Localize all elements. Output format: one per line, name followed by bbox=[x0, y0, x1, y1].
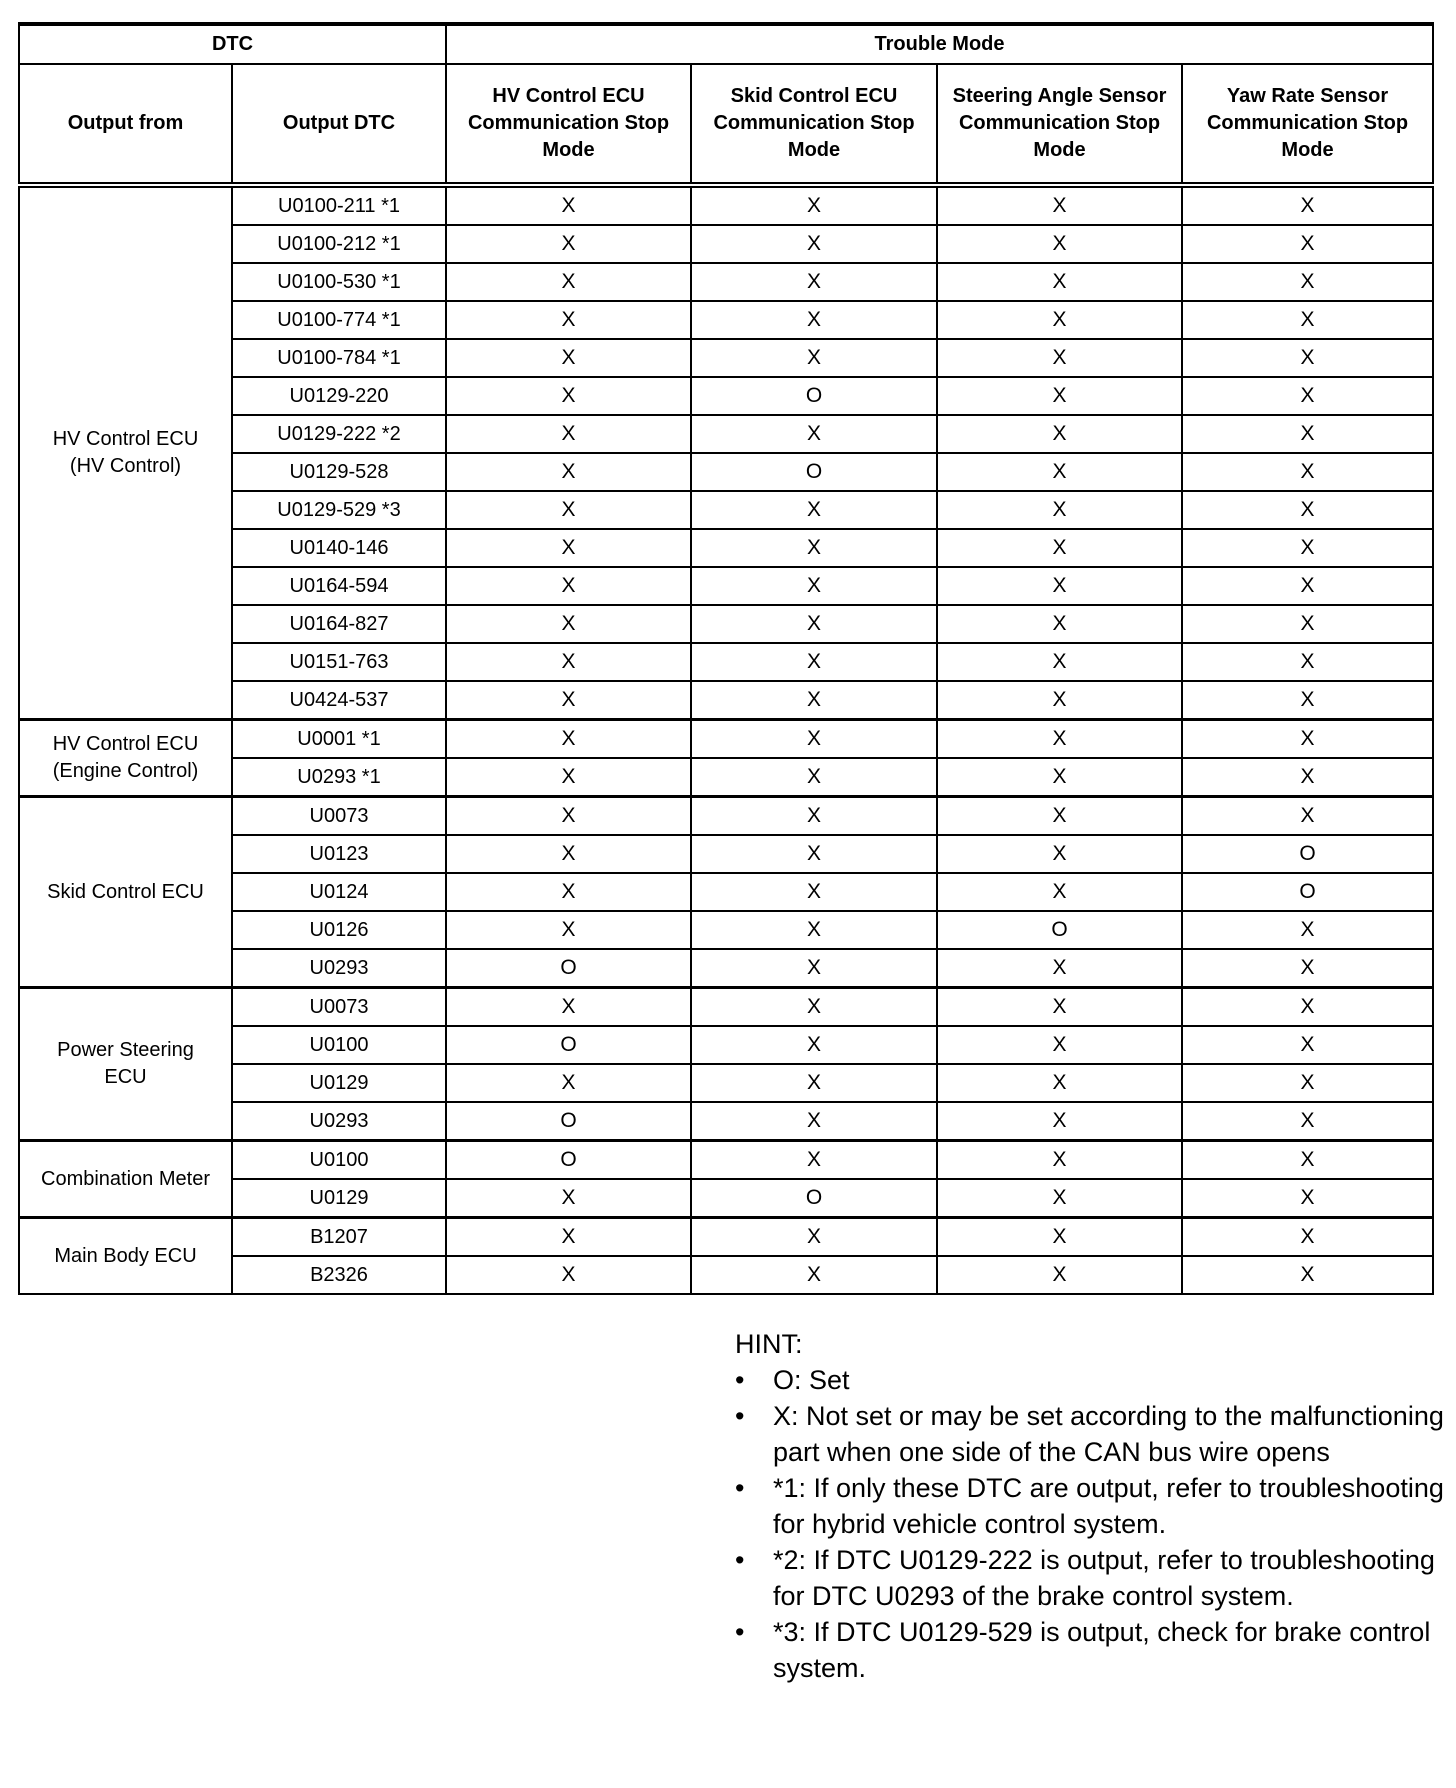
not-set-mark-cell: X bbox=[1182, 911, 1433, 949]
table-row bbox=[19, 643, 1433, 681]
not-set-mark-cell: X bbox=[691, 797, 937, 836]
table-row bbox=[19, 949, 1433, 988]
not-set-mark-cell: X bbox=[937, 453, 1182, 491]
table-row bbox=[19, 988, 1433, 1027]
not-set-mark-cell: X bbox=[691, 567, 937, 605]
set-mark-cell: O bbox=[691, 377, 937, 415]
table-row bbox=[19, 415, 1433, 453]
dtc-header: DTC bbox=[19, 24, 446, 64]
hint-item-text: X: Not set or may be set according to the malfunctioning part when one side of the CAN bus wire opens bbox=[773, 1401, 1444, 1467]
table-row bbox=[19, 339, 1433, 377]
table-row bbox=[19, 491, 1433, 529]
set-mark-cell: O bbox=[446, 1102, 691, 1141]
not-set-mark-cell: X bbox=[937, 1026, 1182, 1064]
output-dtc-cell: U0073 bbox=[232, 797, 446, 836]
hint-item bbox=[735, 1542, 1455, 1614]
not-set-mark-cell: X bbox=[937, 1064, 1182, 1102]
not-set-mark-cell: X bbox=[691, 873, 937, 911]
not-set-mark-cell: X bbox=[691, 949, 937, 988]
not-set-mark-cell: X bbox=[691, 1141, 937, 1180]
output-from-cell: Combination Meter bbox=[19, 1141, 232, 1218]
table-row bbox=[19, 1064, 1433, 1102]
not-set-mark-cell: X bbox=[937, 988, 1182, 1027]
output-dtc-cell: U0100 bbox=[232, 1141, 446, 1180]
not-set-mark-cell: X bbox=[1182, 1141, 1433, 1180]
not-set-mark-cell: X bbox=[937, 949, 1182, 988]
output-dtc-cell: U0123 bbox=[232, 835, 446, 873]
not-set-mark-cell: X bbox=[446, 797, 691, 836]
not-set-mark-cell: X bbox=[691, 835, 937, 873]
not-set-mark-cell: X bbox=[691, 988, 937, 1027]
set-mark-cell: O bbox=[446, 1141, 691, 1180]
not-set-mark-cell: X bbox=[446, 567, 691, 605]
not-set-mark-cell: X bbox=[1182, 1218, 1433, 1257]
table-row bbox=[19, 301, 1433, 339]
table-row bbox=[19, 797, 1433, 836]
not-set-mark-cell: X bbox=[937, 1218, 1182, 1257]
not-set-mark-cell: X bbox=[1182, 1256, 1433, 1294]
mode-header-steering-angle: Steering Angle Sensor Communication Stop Mode bbox=[937, 64, 1182, 185]
output-dtc-header: Output DTC bbox=[232, 64, 446, 185]
output-dtc-cell: U0001 *1 bbox=[232, 720, 446, 759]
not-set-mark-cell: X bbox=[1182, 949, 1433, 988]
not-set-mark-cell: X bbox=[937, 758, 1182, 797]
table-row bbox=[19, 720, 1433, 759]
table-body bbox=[19, 185, 1433, 1294]
not-set-mark-cell: X bbox=[937, 301, 1182, 339]
not-set-mark-cell: X bbox=[446, 415, 691, 453]
not-set-mark-cell: X bbox=[1182, 681, 1433, 720]
output-dtc-cell: U0293 *1 bbox=[232, 758, 446, 797]
bullet-icon: • bbox=[735, 1617, 745, 1647]
not-set-mark-cell: X bbox=[1182, 415, 1433, 453]
table-row bbox=[19, 911, 1433, 949]
table-row bbox=[19, 453, 1433, 491]
not-set-mark-cell: X bbox=[446, 185, 691, 225]
not-set-mark-cell: X bbox=[691, 911, 937, 949]
not-set-mark-cell: X bbox=[937, 377, 1182, 415]
not-set-mark-cell: X bbox=[1182, 605, 1433, 643]
not-set-mark-cell: X bbox=[691, 758, 937, 797]
not-set-mark-cell: X bbox=[1182, 988, 1433, 1027]
not-set-mark-cell: X bbox=[937, 529, 1182, 567]
not-set-mark-cell: X bbox=[937, 1102, 1182, 1141]
not-set-mark-cell: X bbox=[446, 1179, 691, 1218]
hint-section bbox=[735, 1326, 1455, 1686]
hint-list bbox=[735, 1362, 1455, 1686]
not-set-mark-cell: X bbox=[937, 605, 1182, 643]
not-set-mark-cell: X bbox=[691, 681, 937, 720]
not-set-mark-cell: X bbox=[937, 643, 1182, 681]
not-set-mark-cell: X bbox=[937, 720, 1182, 759]
set-mark-cell: O bbox=[446, 1026, 691, 1064]
output-dtc-cell: U0073 bbox=[232, 988, 446, 1027]
not-set-mark-cell: X bbox=[446, 911, 691, 949]
table-row bbox=[19, 567, 1433, 605]
dtc-trouble-mode-table bbox=[18, 22, 1434, 1295]
not-set-mark-cell: X bbox=[446, 263, 691, 301]
output-dtc-cell: U0151-763 bbox=[232, 643, 446, 681]
output-from-cell: Power Steering ECU bbox=[19, 988, 232, 1141]
hint-item bbox=[735, 1470, 1455, 1542]
table-row bbox=[19, 185, 1433, 225]
set-mark-cell: O bbox=[446, 949, 691, 988]
table-row bbox=[19, 1218, 1433, 1257]
not-set-mark-cell: X bbox=[1182, 339, 1433, 377]
hint-title: HINT: bbox=[735, 1329, 803, 1359]
trouble-mode-header: Trouble Mode bbox=[446, 24, 1433, 64]
not-set-mark-cell: X bbox=[691, 225, 937, 263]
output-dtc-cell: B2326 bbox=[232, 1256, 446, 1294]
table-row bbox=[19, 873, 1433, 911]
not-set-mark-cell: X bbox=[446, 453, 691, 491]
not-set-mark-cell: X bbox=[446, 1064, 691, 1102]
table-row bbox=[19, 835, 1433, 873]
output-dtc-cell: U0424-537 bbox=[232, 681, 446, 720]
set-mark-cell: O bbox=[937, 911, 1182, 949]
set-mark-cell: O bbox=[691, 453, 937, 491]
table-row bbox=[19, 758, 1433, 797]
not-set-mark-cell: X bbox=[937, 1256, 1182, 1294]
hint-item bbox=[735, 1362, 1455, 1398]
table-row bbox=[19, 605, 1433, 643]
output-dtc-cell: U0293 bbox=[232, 1102, 446, 1141]
not-set-mark-cell: X bbox=[691, 1218, 937, 1257]
not-set-mark-cell: X bbox=[691, 1064, 937, 1102]
not-set-mark-cell: X bbox=[1182, 491, 1433, 529]
table-row bbox=[19, 1179, 1433, 1218]
not-set-mark-cell: X bbox=[937, 1141, 1182, 1180]
output-from-cell: Skid Control ECU bbox=[19, 797, 232, 988]
not-set-mark-cell: X bbox=[1182, 720, 1433, 759]
not-set-mark-cell: X bbox=[446, 1256, 691, 1294]
bullet-icon: • bbox=[735, 1473, 745, 1503]
not-set-mark-cell: X bbox=[1182, 185, 1433, 225]
output-dtc-cell: U0140-146 bbox=[232, 529, 446, 567]
not-set-mark-cell: X bbox=[937, 225, 1182, 263]
not-set-mark-cell: X bbox=[446, 1218, 691, 1257]
mode-header-skid-control: Skid Control ECU Communication Stop Mode bbox=[691, 64, 937, 185]
output-dtc-cell: U0100-211 *1 bbox=[232, 185, 446, 225]
output-dtc-cell: B1207 bbox=[232, 1218, 446, 1257]
not-set-mark-cell: X bbox=[937, 491, 1182, 529]
not-set-mark-cell: X bbox=[937, 797, 1182, 836]
hint-item bbox=[735, 1614, 1455, 1686]
table-row bbox=[19, 263, 1433, 301]
output-dtc-cell: U0164-594 bbox=[232, 567, 446, 605]
table-row bbox=[19, 1256, 1433, 1294]
not-set-mark-cell: X bbox=[1182, 263, 1433, 301]
not-set-mark-cell: X bbox=[446, 643, 691, 681]
not-set-mark-cell: X bbox=[1182, 301, 1433, 339]
not-set-mark-cell: X bbox=[691, 339, 937, 377]
not-set-mark-cell: X bbox=[937, 1179, 1182, 1218]
set-mark-cell: O bbox=[1182, 873, 1433, 911]
not-set-mark-cell: X bbox=[446, 681, 691, 720]
output-from-header: Output from bbox=[19, 64, 232, 185]
not-set-mark-cell: X bbox=[446, 491, 691, 529]
not-set-mark-cell: X bbox=[446, 301, 691, 339]
output-dtc-cell: U0126 bbox=[232, 911, 446, 949]
output-dtc-cell: U0100 bbox=[232, 1026, 446, 1064]
table-row bbox=[19, 1141, 1433, 1180]
bullet-icon: • bbox=[735, 1401, 745, 1431]
hint-item-text: *1: If only these DTC are output, refer to troubleshooting for hybrid vehicle control system. bbox=[773, 1473, 1444, 1539]
not-set-mark-cell: X bbox=[691, 643, 937, 681]
output-from-cell: Main Body ECU bbox=[19, 1218, 232, 1295]
not-set-mark-cell: X bbox=[691, 185, 937, 225]
output-dtc-cell: U0129-529 *3 bbox=[232, 491, 446, 529]
output-dtc-cell: U0293 bbox=[232, 949, 446, 988]
not-set-mark-cell: X bbox=[691, 720, 937, 759]
not-set-mark-cell: X bbox=[691, 263, 937, 301]
not-set-mark-cell: X bbox=[937, 567, 1182, 605]
output-dtc-cell: U0129-528 bbox=[232, 453, 446, 491]
not-set-mark-cell: X bbox=[1182, 567, 1433, 605]
not-set-mark-cell: X bbox=[937, 185, 1182, 225]
output-dtc-cell: U0164-827 bbox=[232, 605, 446, 643]
not-set-mark-cell: X bbox=[937, 339, 1182, 377]
not-set-mark-cell: X bbox=[446, 988, 691, 1027]
not-set-mark-cell: X bbox=[1182, 643, 1433, 681]
not-set-mark-cell: X bbox=[691, 1102, 937, 1141]
not-set-mark-cell: X bbox=[937, 873, 1182, 911]
output-dtc-cell: U0100-530 *1 bbox=[232, 263, 446, 301]
output-dtc-cell: U0100-212 *1 bbox=[232, 225, 446, 263]
bullet-icon: • bbox=[735, 1545, 745, 1575]
output-dtc-cell: U0129 bbox=[232, 1064, 446, 1102]
output-dtc-cell: U0129-220 bbox=[232, 377, 446, 415]
not-set-mark-cell: X bbox=[691, 1026, 937, 1064]
not-set-mark-cell: X bbox=[691, 529, 937, 567]
output-dtc-cell: U0100-784 *1 bbox=[232, 339, 446, 377]
table-row bbox=[19, 1026, 1433, 1064]
hint-item-text: *2: If DTC U0129-222 is output, refer to troubleshooting for DTC U0293 of the brake control system. bbox=[773, 1545, 1435, 1611]
output-dtc-cell: U0124 bbox=[232, 873, 446, 911]
not-set-mark-cell: X bbox=[937, 681, 1182, 720]
not-set-mark-cell: X bbox=[446, 339, 691, 377]
not-set-mark-cell: X bbox=[1182, 1064, 1433, 1102]
not-set-mark-cell: X bbox=[446, 835, 691, 873]
table-row bbox=[19, 1102, 1433, 1141]
not-set-mark-cell: X bbox=[937, 415, 1182, 453]
not-set-mark-cell: X bbox=[1182, 1102, 1433, 1141]
not-set-mark-cell: X bbox=[691, 301, 937, 339]
mode-header-hv-control: HV Control ECU Communication Stop Mode bbox=[446, 64, 691, 185]
output-dtc-cell: U0129 bbox=[232, 1179, 446, 1218]
not-set-mark-cell: X bbox=[1182, 377, 1433, 415]
not-set-mark-cell: X bbox=[1182, 1026, 1433, 1064]
table-row bbox=[19, 225, 1433, 263]
output-dtc-cell: U0129-222 *2 bbox=[232, 415, 446, 453]
not-set-mark-cell: X bbox=[1182, 453, 1433, 491]
hint-item-text: *3: If DTC U0129-529 is output, check for brake control system. bbox=[773, 1617, 1431, 1683]
not-set-mark-cell: X bbox=[691, 415, 937, 453]
not-set-mark-cell: X bbox=[691, 1256, 937, 1294]
not-set-mark-cell: X bbox=[446, 758, 691, 797]
not-set-mark-cell: X bbox=[1182, 1179, 1433, 1218]
bullet-icon: • bbox=[735, 1365, 745, 1395]
not-set-mark-cell: X bbox=[1182, 797, 1433, 836]
table-row bbox=[19, 681, 1433, 720]
output-from-cell: HV Control ECU (Engine Control) bbox=[19, 720, 232, 797]
not-set-mark-cell: X bbox=[937, 263, 1182, 301]
not-set-mark-cell: X bbox=[446, 225, 691, 263]
not-set-mark-cell: X bbox=[446, 529, 691, 567]
not-set-mark-cell: X bbox=[1182, 225, 1433, 263]
set-mark-cell: O bbox=[1182, 835, 1433, 873]
not-set-mark-cell: X bbox=[446, 605, 691, 643]
not-set-mark-cell: X bbox=[1182, 758, 1433, 797]
hint-item-text: O: Set bbox=[773, 1365, 850, 1395]
not-set-mark-cell: X bbox=[937, 835, 1182, 873]
table-row bbox=[19, 377, 1433, 415]
not-set-mark-cell: X bbox=[446, 720, 691, 759]
output-from-cell: HV Control ECU (HV Control) bbox=[19, 185, 232, 720]
not-set-mark-cell: X bbox=[446, 873, 691, 911]
not-set-mark-cell: X bbox=[691, 491, 937, 529]
table-row bbox=[19, 529, 1433, 567]
set-mark-cell: O bbox=[691, 1179, 937, 1218]
not-set-mark-cell: X bbox=[1182, 529, 1433, 567]
hint-item bbox=[735, 1398, 1455, 1470]
not-set-mark-cell: X bbox=[446, 377, 691, 415]
output-dtc-cell: U0100-774 *1 bbox=[232, 301, 446, 339]
mode-header-yaw-rate: Yaw Rate Sensor Communication Stop Mode bbox=[1182, 64, 1433, 185]
not-set-mark-cell: X bbox=[691, 605, 937, 643]
